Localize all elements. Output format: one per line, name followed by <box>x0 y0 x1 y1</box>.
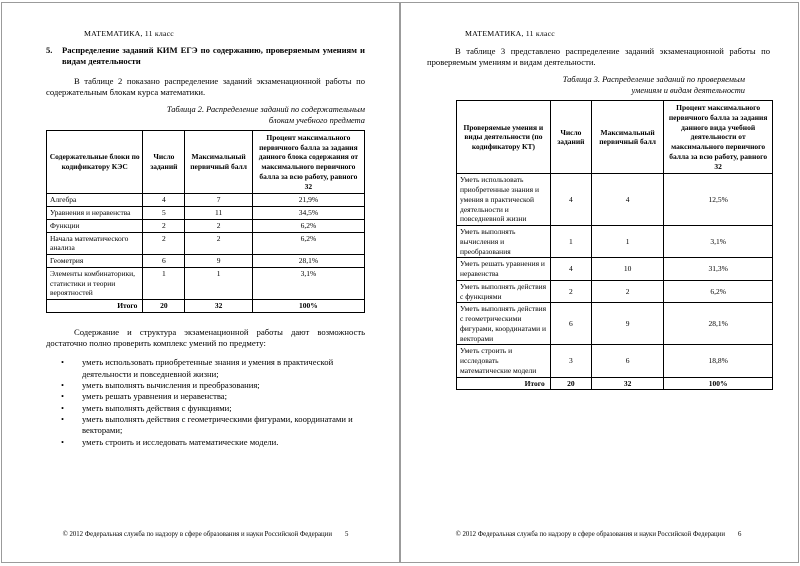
row-label-cell: Геометрия <box>47 255 143 268</box>
count-cell: 4 <box>550 174 591 226</box>
header-cell-skills: Проверяемые умения и виды деятельности (по кодификатору КТ) <box>457 101 551 174</box>
table2-header-row <box>47 130 365 194</box>
score-cell: 2 <box>185 219 252 232</box>
bullet-item <box>46 380 365 391</box>
table-row <box>47 267 365 299</box>
intro-paragraph: В таблице 2 показано распределение заданий экзаменационной работы по содержательным блокам курса математики. <box>46 75 365 97</box>
bullet-marker: • <box>61 436 65 447</box>
percent-cell: 31,3% <box>664 258 773 281</box>
score-cell: 7 <box>185 194 252 207</box>
row-label-cell: Уметь выполнять действия с функциями <box>457 280 551 303</box>
count-cell: 6 <box>143 255 185 268</box>
bullet-marker: • <box>61 413 65 424</box>
score-cell: 2 <box>185 232 252 255</box>
section-heading <box>46 45 365 68</box>
header-cell-count: Число заданий <box>550 101 591 174</box>
count-cell: 6 <box>550 303 591 345</box>
count-cell: 1 <box>143 267 185 299</box>
bullet-text: уметь строить и исследовать математические модели. <box>82 436 279 447</box>
count-cell: 2 <box>143 219 185 232</box>
bullet-marker: • <box>61 357 65 368</box>
bullet-item <box>46 391 365 402</box>
percent-cell: 28,1% <box>664 303 773 345</box>
copyright-text: © 2012 Федеральная служба по надзору в сфере образования и науки Российской Федерации <box>62 531 332 538</box>
row-label-cell: Элементы комбинаторики, статистики и теории вероятностей <box>47 267 143 299</box>
page-number: 5 <box>344 531 349 538</box>
header-cell-max-score: Максимальный первичный балл <box>591 101 663 174</box>
score-cell: 1 <box>185 267 252 299</box>
table-row <box>47 255 365 268</box>
total-label-cell: Итого <box>47 300 143 313</box>
table-content-blocks <box>46 130 365 313</box>
bullet-item <box>46 357 365 380</box>
table-row <box>457 226 773 258</box>
total-score-cell: 32 <box>591 377 663 390</box>
after-table-paragraph: Содержание и структура экзаменационной работы дают возможность достаточно полно проверить комплекс умений по предмету: <box>46 326 365 349</box>
total-count-cell: 20 <box>550 377 591 390</box>
bullet-marker: • <box>61 391 65 402</box>
table3-caption-line1: Таблица 3. Распределение заданий по проверяемым <box>562 75 745 85</box>
bullet-text: уметь выполнять вычисления и преобразования; <box>82 379 260 390</box>
table3-caption <box>427 75 745 97</box>
percent-cell: 3,1% <box>664 226 773 258</box>
score-cell: 6 <box>591 345 663 377</box>
table-row <box>47 232 365 255</box>
bullet-item <box>46 437 365 448</box>
table3-header-row <box>457 101 773 174</box>
page-footer <box>427 531 770 538</box>
count-cell: 2 <box>143 232 185 255</box>
score-cell: 9 <box>591 303 663 345</box>
score-cell: 9 <box>185 255 252 268</box>
score-cell: 2 <box>591 280 663 303</box>
table-row <box>47 219 365 232</box>
total-row <box>457 377 773 390</box>
table-skills <box>456 100 773 390</box>
bullet-marker: • <box>61 402 65 413</box>
total-label-cell: Итого <box>457 377 551 390</box>
header-cell-max-score: Максимальный первичный балл <box>185 130 252 194</box>
bullet-text: уметь решать уравнения и неравенства; <box>82 391 227 402</box>
copyright-text: © 2012 Федеральная служба по надзору в сфере образования и науки Российской Федерации <box>455 531 725 538</box>
bullet-marker: • <box>61 379 65 390</box>
header-cell-percent: Процент максимального первичного балла за задания данного блока содержания от максимального первичного балла за всю работу, равного 32 <box>252 130 364 194</box>
skills-bullet-list <box>46 357 365 448</box>
row-label-cell: Уметь решать уравнения и неравенства <box>457 258 551 281</box>
percent-cell: 6,2% <box>664 280 773 303</box>
bullet-item <box>46 414 365 437</box>
intro-paragraph: В таблице 3 представлено распределение заданий экзаменационной работы по проверяемым умениям и видам деятельности. <box>427 46 770 68</box>
page-number: 6 <box>737 531 742 538</box>
total-percent-cell: 100% <box>664 377 773 390</box>
score-cell: 1 <box>591 226 663 258</box>
total-count-cell: 20 <box>143 300 185 313</box>
total-score-cell: 32 <box>185 300 252 313</box>
table-row <box>47 194 365 207</box>
percent-cell: 28,1% <box>252 255 364 268</box>
row-label-cell: Уметь выполнять вычисления и преобразования <box>457 226 551 258</box>
count-cell: 4 <box>550 258 591 281</box>
total-percent-cell: 100% <box>252 300 364 313</box>
running-head: МАТЕМАТИКА, 11 класс <box>465 29 555 38</box>
percent-cell: 18,8% <box>664 345 773 377</box>
table-row <box>457 280 773 303</box>
section-number: 5. <box>46 45 53 55</box>
row-label-cell: Алгебра <box>47 194 143 207</box>
page-6 <box>400 2 799 563</box>
row-label-cell: Уметь использовать приобретенные знания и умения в практической деятельности и повседневной жизни <box>457 174 551 226</box>
table-row <box>457 303 773 345</box>
count-cell: 2 <box>550 280 591 303</box>
header-cell-blocks: Содержательные блоки по кодификатору КЭС <box>47 130 143 194</box>
section-title: Распределение заданий КИМ ЕГЭ по содержанию, проверяемым умениям и видам деятельности <box>62 45 365 67</box>
table-row <box>457 174 773 226</box>
total-row <box>47 300 365 313</box>
row-label-cell: Уметь строить и исследовать математические модели <box>457 345 551 377</box>
percent-cell: 6,2% <box>252 219 364 232</box>
row-label-cell: Уметь выполнять действия с геометрическими фигурами, координатами и векторами <box>457 303 551 345</box>
row-label-cell: Функции <box>47 219 143 232</box>
table-row <box>47 207 365 220</box>
percent-cell: 21,9% <box>252 194 364 207</box>
count-cell: 1 <box>550 226 591 258</box>
header-cell-count: Число заданий <box>143 130 185 194</box>
row-label-cell: Уравнения и неравенства <box>47 207 143 220</box>
page-footer <box>46 531 365 538</box>
table2-caption-line1: Таблица 2. Распределение заданий по содержательным <box>166 105 365 115</box>
table3-caption-line2: умениям и видам деятельности <box>631 86 745 96</box>
bullet-text: уметь выполнять действия с геометрическими фигурами, координатами и векторами; <box>82 413 353 436</box>
count-cell: 5 <box>143 207 185 220</box>
table2-caption-line2: блокам учебного предмета <box>268 115 365 125</box>
percent-cell: 12,5% <box>664 174 773 226</box>
table2-caption <box>46 105 365 127</box>
row-label-cell: Начала математического анализа <box>47 232 143 255</box>
table-row <box>457 345 773 377</box>
table-row <box>457 258 773 281</box>
score-cell: 4 <box>591 174 663 226</box>
score-cell: 11 <box>185 207 252 220</box>
running-head: МАТЕМАТИКА, 11 класс <box>84 29 174 38</box>
page-5 <box>1 2 400 563</box>
count-cell: 4 <box>143 194 185 207</box>
bullet-item <box>46 403 365 414</box>
percent-cell: 6,2% <box>252 232 364 255</box>
bullet-text: уметь использовать приобретенные знания и умения в практической деятельности и повседневной жизни; <box>82 357 334 379</box>
score-cell: 10 <box>591 258 663 281</box>
count-cell: 3 <box>550 345 591 377</box>
bullet-text: уметь выполнять действия с функциями; <box>82 402 232 413</box>
percent-cell: 3,1% <box>252 267 364 299</box>
header-cell-percent: Процент максимального первичного балла за задания данного вида учебной деятельности от максимального первичного балла за всю работу, равного 32 <box>664 101 773 174</box>
percent-cell: 34,5% <box>252 207 364 220</box>
